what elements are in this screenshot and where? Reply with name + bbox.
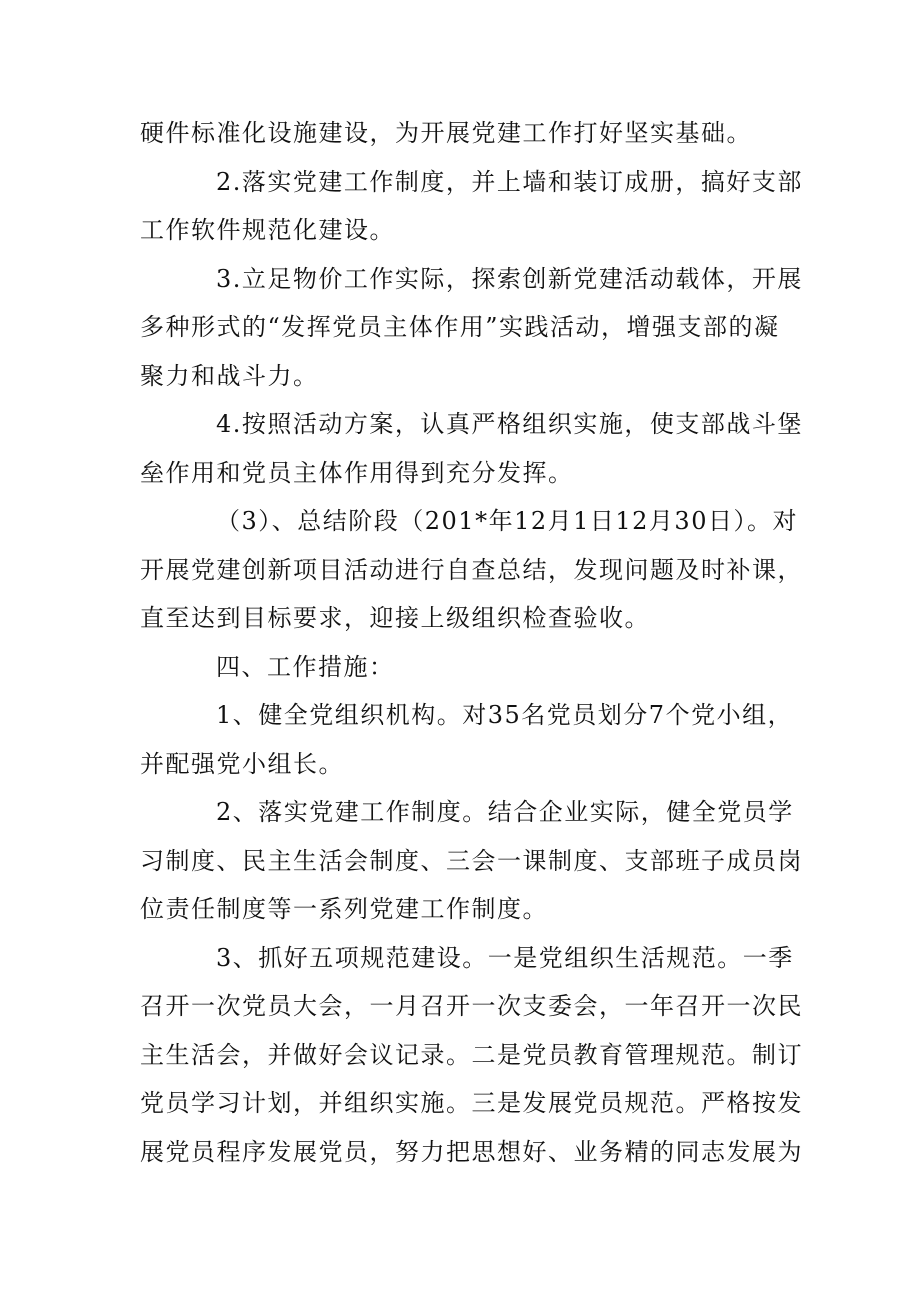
text-line: 2.落实党建工作制度，并上墙和装订成册，搞好支部 — [216, 167, 803, 196]
text-line: 3.立足物价工作实际，探索创新党建活动载体，开展 — [216, 264, 803, 293]
text-line: 2、落实党建工作制度。结合企业实际，健全党员学 — [216, 798, 794, 826]
text-line: 习制度、民主生活会制度、三会一课制度、支部班子成员岗 — [140, 846, 803, 875]
text-line: 3、抓好五项规范建设。一是党组织生活规范。一季 — [216, 943, 794, 972]
text-line: 并配强党小组长。 — [140, 749, 344, 778]
text-line: （3）、总结阶段（201*年12月1日12月30日）。对 — [216, 507, 798, 535]
text-line: 1、健全党组织机构。对35名党员划分7个党小组， — [216, 701, 794, 729]
text-line: 主生活会，并做好会议记录。二是党员教育管理规范。制订 — [140, 1040, 803, 1069]
text-line: 工作软件规范化建设。 — [140, 216, 395, 244]
text-line: 硬件标准化设施建设，为开展党建工作打好坚实基础。 — [140, 119, 752, 147]
text-line: 召开一次党员大会，一月召开一次支委会，一年召开一次民 — [140, 992, 803, 1020]
text-line: 4.按照活动方案，认真严格组织实施，使支部战斗堡 — [216, 410, 803, 438]
section-heading: 四、工作措施： — [216, 652, 395, 681]
text-line: 多种形式的“发挥党员主体作用”实践活动，增强支部的凝 — [140, 313, 780, 341]
text-line: 党员学习计划，并组织实施。三是发展党员规范。严格按发 — [140, 1089, 803, 1117]
text-line: 开展党建创新项目活动进行自查总结，发现问题及时补课， — [140, 555, 803, 584]
text-line: 垒作用和党员主体作用得到充分发挥。 — [140, 458, 574, 487]
text-line: 直至达到目标要求，迎接上级组织检查验收。 — [140, 604, 650, 632]
document-body — [140, 109, 803, 1176]
text-line: 展党员程序发展党员，努力把思想好、业务精的同志发展为 — [140, 1137, 803, 1166]
text-line: 位责任制度等一系列党建工作制度。 — [140, 895, 548, 923]
paragraph-text — [140, 109, 803, 1176]
text-line: 聚力和战斗力。 — [140, 361, 319, 390]
